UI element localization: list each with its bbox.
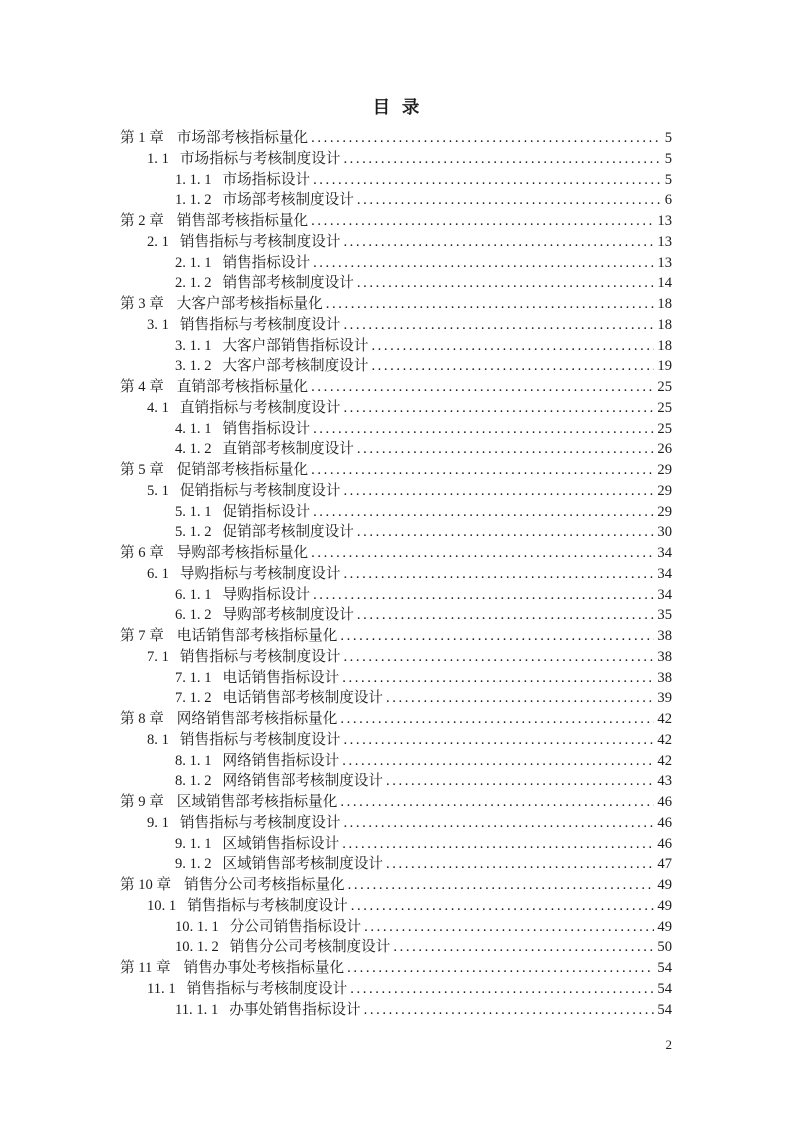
toc-entry-title: 销售分公司考核制度设计	[229, 939, 391, 956]
toc-title: 目 录	[372, 97, 421, 117]
toc-entry-page: 18	[657, 296, 672, 312]
toc-entry-title: 销售部考核制度设计	[222, 275, 354, 292]
toc-entry-number: 1. 1	[147, 150, 169, 167]
toc-entry-number: 2. 1	[147, 233, 169, 250]
toc-entry-page: 42	[657, 731, 672, 748]
toc-entry-title: 区域销售部考核制度设计	[222, 856, 384, 873]
toc-entry[interactable]	[120, 232, 672, 253]
toc-entry[interactable]	[120, 792, 672, 813]
dot-leader	[357, 439, 655, 460]
dot-leader	[311, 543, 654, 564]
toc-entry[interactable]	[120, 211, 672, 232]
toc-entry-number: 第 6 章	[120, 545, 164, 561]
toc-entry[interactable]	[120, 647, 672, 668]
dot-leader	[371, 356, 654, 377]
toc-entry-number: 5. 1. 2	[175, 524, 212, 541]
toc-entry-page: 5	[664, 171, 672, 188]
toc-entry-number: 4. 1	[147, 399, 169, 416]
toc-entry[interactable]	[120, 149, 672, 170]
dot-leader	[340, 626, 654, 647]
toc-entry-number: 9. 1. 2	[175, 856, 212, 873]
toc-entry-title: 促销部考核制度设计	[222, 524, 354, 541]
toc-entry-title: 办事处销售指标设计	[229, 1001, 361, 1018]
dot-leader	[343, 398, 654, 419]
toc-entry-page: 29	[657, 482, 672, 499]
toc-entry-number: 8. 1	[147, 731, 169, 748]
toc-entry-number: 5. 1. 1	[175, 503, 212, 520]
toc-entry-number: 2. 1. 2	[175, 275, 212, 292]
toc-entry-title: 大客户部考核制度设计	[222, 358, 369, 375]
toc-entry-title: 导购部考核指标量化	[176, 545, 309, 561]
dot-leader	[343, 647, 654, 668]
toc-entry[interactable]	[120, 605, 672, 626]
toc-entry-page: 6	[664, 192, 672, 209]
toc-entry-title: 导购部考核制度设计	[222, 607, 354, 624]
dot-leader	[326, 294, 655, 315]
toc-entry-number: 8. 1. 2	[175, 773, 212, 790]
toc-entry[interactable]	[120, 336, 672, 357]
toc-entry[interactable]	[120, 854, 672, 875]
toc-entry-page: 49	[657, 877, 672, 893]
dot-leader	[340, 792, 654, 813]
toc-entry-title: 大客户部考核指标量化	[176, 296, 323, 312]
dot-leader	[357, 605, 655, 626]
toc-entry-page: 49	[657, 897, 672, 914]
toc-entry-page: 49	[657, 918, 672, 935]
toc-entry-number: 11. 1	[147, 980, 176, 997]
dot-leader	[343, 564, 654, 585]
toc-entry[interactable]	[120, 958, 672, 979]
toc-entry[interactable]	[120, 834, 672, 855]
dot-leader	[364, 1000, 655, 1021]
toc-entry-page: 46	[657, 814, 672, 831]
toc-entry[interactable]	[120, 896, 672, 917]
toc-entry-page: 38	[657, 669, 672, 686]
dot-leader	[313, 253, 654, 274]
toc-entry-page: 54	[657, 1001, 672, 1018]
toc-entry-number: 9. 1. 1	[175, 835, 212, 852]
toc-entry-page: 47	[657, 856, 672, 873]
toc-entry-page: 19	[657, 358, 672, 375]
dot-leader	[342, 751, 654, 772]
toc-entry-page: 5	[664, 130, 672, 146]
dot-leader	[347, 958, 654, 979]
toc-entry[interactable]	[120, 481, 672, 502]
toc-entry[interactable]	[120, 771, 672, 792]
toc-entry-page: 38	[657, 648, 672, 665]
toc-entry-page: 13	[657, 254, 672, 271]
toc-entry-title: 网络销售指标设计	[222, 752, 340, 769]
toc-entry-number: 10. 1. 2	[175, 939, 219, 956]
toc-entry-page: 25	[657, 399, 672, 416]
toc-entry-title: 直销部考核指标量化	[176, 379, 309, 395]
toc-entry[interactable]	[120, 937, 672, 958]
dot-leader	[313, 502, 654, 523]
toc-entry-number: 3. 1	[147, 316, 169, 333]
dot-leader	[311, 211, 654, 232]
toc-entry-page: 30	[657, 524, 672, 541]
toc-entry-title: 销售指标与考核制度设计	[179, 316, 341, 333]
toc-entry-page: 50	[657, 939, 672, 956]
toc-entry[interactable]	[120, 688, 672, 709]
toc-entry-number: 9. 1	[147, 814, 169, 831]
dot-leader	[311, 128, 662, 149]
toc-entry-title: 销售指标与考核制度设计	[179, 814, 341, 831]
toc-entry[interactable]	[120, 273, 672, 294]
toc-entry[interactable]	[120, 315, 672, 336]
toc-entry-page: 29	[657, 503, 672, 520]
toc-entry-number: 第 5 章	[120, 462, 164, 478]
toc-entry-title: 销售指标设计	[222, 420, 311, 437]
dot-leader	[340, 709, 654, 730]
toc-entry-number: 7. 1. 2	[175, 690, 212, 707]
dot-leader	[342, 834, 654, 855]
toc-entry-title: 电话销售部考核指标量化	[176, 628, 338, 644]
dot-leader	[386, 771, 654, 792]
toc-entry[interactable]	[120, 460, 672, 481]
toc-entry-number: 第 2 章	[120, 213, 164, 229]
toc-entry-page: 5	[664, 150, 672, 167]
dot-leader	[386, 854, 654, 875]
toc-entry-number: 第 1 章	[120, 130, 164, 146]
dot-leader	[357, 273, 655, 294]
toc-entry-page: 42	[657, 711, 672, 727]
dot-leader	[386, 688, 654, 709]
toc-entry[interactable]	[120, 626, 672, 647]
dot-leader	[348, 875, 655, 896]
toc-entry-title: 分公司销售指标设计	[229, 918, 362, 935]
toc-entry[interactable]	[120, 585, 672, 606]
toc-entry-title: 市场部考核制度设计	[222, 192, 354, 209]
toc-entry-page: 54	[657, 980, 672, 997]
toc-entry-number: 3. 1. 2	[175, 358, 212, 375]
dot-leader	[350, 979, 654, 1000]
toc-entry-title: 销售指标与考核制度设计	[187, 897, 348, 914]
toc-entry-page: 34	[657, 545, 672, 561]
toc-entry-title: 销售指标与考核制度设计	[179, 233, 341, 250]
toc-entry[interactable]	[120, 170, 672, 191]
toc-entry-number: 1. 1. 1	[175, 171, 212, 188]
toc-entry-number: 6. 1. 2	[175, 607, 212, 624]
toc-entry-page: 38	[657, 628, 672, 644]
dot-leader	[371, 336, 654, 357]
toc-entry-page: 25	[657, 420, 672, 437]
toc-entry-number: 3. 1. 1	[175, 337, 212, 354]
toc-entry-title: 销售指标与考核制度设计	[179, 731, 341, 748]
toc-entry-number: 4. 1. 1	[175, 420, 212, 437]
dot-leader	[343, 149, 661, 170]
toc-entry[interactable]	[120, 813, 672, 834]
toc-entry-page: 54	[657, 960, 672, 976]
toc-entry[interactable]	[120, 875, 672, 896]
toc-entry-title: 销售分公司考核指标量化	[184, 877, 345, 893]
toc-entry[interactable]	[120, 398, 672, 419]
toc-entry-page: 34	[657, 586, 672, 603]
toc-entry-number: 第 11 章	[120, 960, 171, 976]
toc-entry-title: 销售指标与考核制度设计	[186, 980, 348, 997]
dot-leader	[364, 917, 654, 938]
toc-entry[interactable]	[120, 564, 672, 585]
dot-leader	[357, 522, 655, 543]
toc-entry-page: 39	[657, 690, 672, 707]
toc-entry-title: 直销指标与考核制度设计	[179, 399, 341, 416]
toc-entry-number: 第 10 章	[120, 877, 172, 893]
toc-entry-page: 18	[657, 337, 672, 354]
toc-entry-title: 促销指标设计	[222, 503, 311, 520]
toc-entry-title: 直销部考核制度设计	[222, 441, 354, 458]
toc-entry-number: 第 3 章	[120, 296, 164, 312]
toc-entry[interactable]	[120, 979, 672, 1000]
toc-entry[interactable]	[120, 543, 672, 564]
toc-entry-number: 10. 1. 1	[175, 918, 219, 935]
toc-entry-page: 43	[657, 773, 672, 790]
toc-entry-number: 10. 1	[147, 897, 177, 914]
footer-page-number: 2	[665, 1037, 672, 1052]
toc-entry[interactable]	[120, 730, 672, 751]
toc-entry-title: 区域销售部考核指标量化	[176, 794, 338, 810]
toc-entry[interactable]	[120, 709, 672, 730]
toc-entry[interactable]	[120, 439, 672, 460]
toc-entry-title: 销售指标与考核制度设计	[179, 648, 341, 665]
dot-leader	[343, 481, 654, 502]
toc-entry-page: 25	[657, 379, 672, 395]
dot-leader	[311, 460, 654, 481]
toc-entry-title: 销售办事处考核指标量化	[183, 960, 345, 976]
toc-entry-number: 2. 1. 1	[175, 254, 212, 271]
toc-entry-number: 7. 1	[147, 648, 169, 665]
toc-entry-title: 市场指标设计	[222, 171, 311, 188]
toc-list	[120, 128, 672, 1020]
toc-entry-title: 电话销售指标设计	[222, 669, 340, 686]
toc-entry-page: 35	[657, 607, 672, 624]
toc-entry-number: 第 8 章	[120, 711, 164, 727]
dot-leader	[351, 896, 655, 917]
toc-entry-number: 第 9 章	[120, 794, 164, 810]
dot-leader	[357, 190, 662, 211]
toc-entry-page: 46	[657, 794, 672, 810]
toc-entry[interactable]	[120, 502, 672, 523]
dot-leader	[343, 315, 654, 336]
toc-entry-page: 34	[657, 565, 672, 582]
dot-leader	[313, 585, 654, 606]
toc-entry-number: 11. 1. 1	[175, 1001, 219, 1018]
toc-entry-page: 14	[657, 275, 672, 292]
toc-entry-number: 第 4 章	[120, 379, 164, 395]
toc-entry[interactable]	[120, 377, 672, 398]
toc-entry-page: 42	[657, 752, 672, 769]
dot-leader	[311, 377, 654, 398]
toc-entry-title: 市场指标与考核制度设计	[179, 150, 341, 167]
toc-entry-page: 29	[657, 462, 672, 478]
dot-leader	[393, 937, 654, 958]
toc-entry-title: 大客户部销售指标设计	[222, 337, 369, 354]
toc-entry-number: 4. 1. 2	[175, 441, 212, 458]
toc-entry[interactable]	[120, 253, 672, 274]
toc-entry-title: 促销部考核指标量化	[176, 462, 309, 478]
toc-entry[interactable]	[120, 356, 672, 377]
toc-entry[interactable]	[120, 190, 672, 211]
toc-entry-title: 网络销售部考核制度设计	[222, 773, 384, 790]
toc-entry-title: 网络销售部考核指标量化	[176, 711, 338, 727]
toc-entry[interactable]	[120, 419, 672, 440]
toc-entry-page: 13	[657, 213, 672, 229]
toc-entry-title: 销售部考核指标量化	[176, 213, 309, 229]
toc-entry-number: 第 7 章	[120, 628, 164, 644]
toc-entry-title: 销售指标设计	[222, 254, 311, 271]
toc-entry-title: 促销指标与考核制度设计	[179, 482, 341, 499]
toc-entry-page: 26	[657, 441, 672, 458]
toc-entry-title: 市场部考核指标量化	[176, 130, 309, 146]
toc-entry[interactable]	[120, 1000, 672, 1021]
toc-entry-page: 13	[657, 233, 672, 250]
toc-entry-number: 7. 1. 1	[175, 669, 212, 686]
toc-entry-title: 导购指标与考核制度设计	[179, 565, 341, 582]
toc-entry-title: 电话销售部考核制度设计	[222, 690, 384, 707]
toc-entry-number: 8. 1. 1	[175, 752, 212, 769]
dot-leader	[313, 170, 662, 191]
toc-entry-number: 1. 1. 2	[175, 192, 212, 209]
dot-leader	[343, 730, 654, 751]
toc-entry-number: 5. 1	[147, 482, 169, 499]
toc-entry[interactable]	[120, 294, 672, 315]
dot-leader	[342, 668, 654, 689]
toc-entry-title: 区域销售指标设计	[222, 835, 340, 852]
toc-entry[interactable]	[120, 668, 672, 689]
dot-leader	[343, 813, 654, 834]
toc-entry[interactable]	[120, 128, 672, 149]
toc-entry[interactable]	[120, 522, 672, 543]
toc-entry-number: 6. 1	[147, 565, 169, 582]
dot-leader	[313, 419, 654, 440]
toc-entry-number: 6. 1. 1	[175, 586, 212, 603]
toc-entry-page: 46	[657, 835, 672, 852]
toc-entry[interactable]	[120, 917, 672, 938]
toc-entry-title: 导购指标设计	[222, 586, 311, 603]
dot-leader	[343, 232, 654, 253]
toc-entry-page: 18	[657, 316, 672, 333]
toc-entry[interactable]	[120, 751, 672, 772]
